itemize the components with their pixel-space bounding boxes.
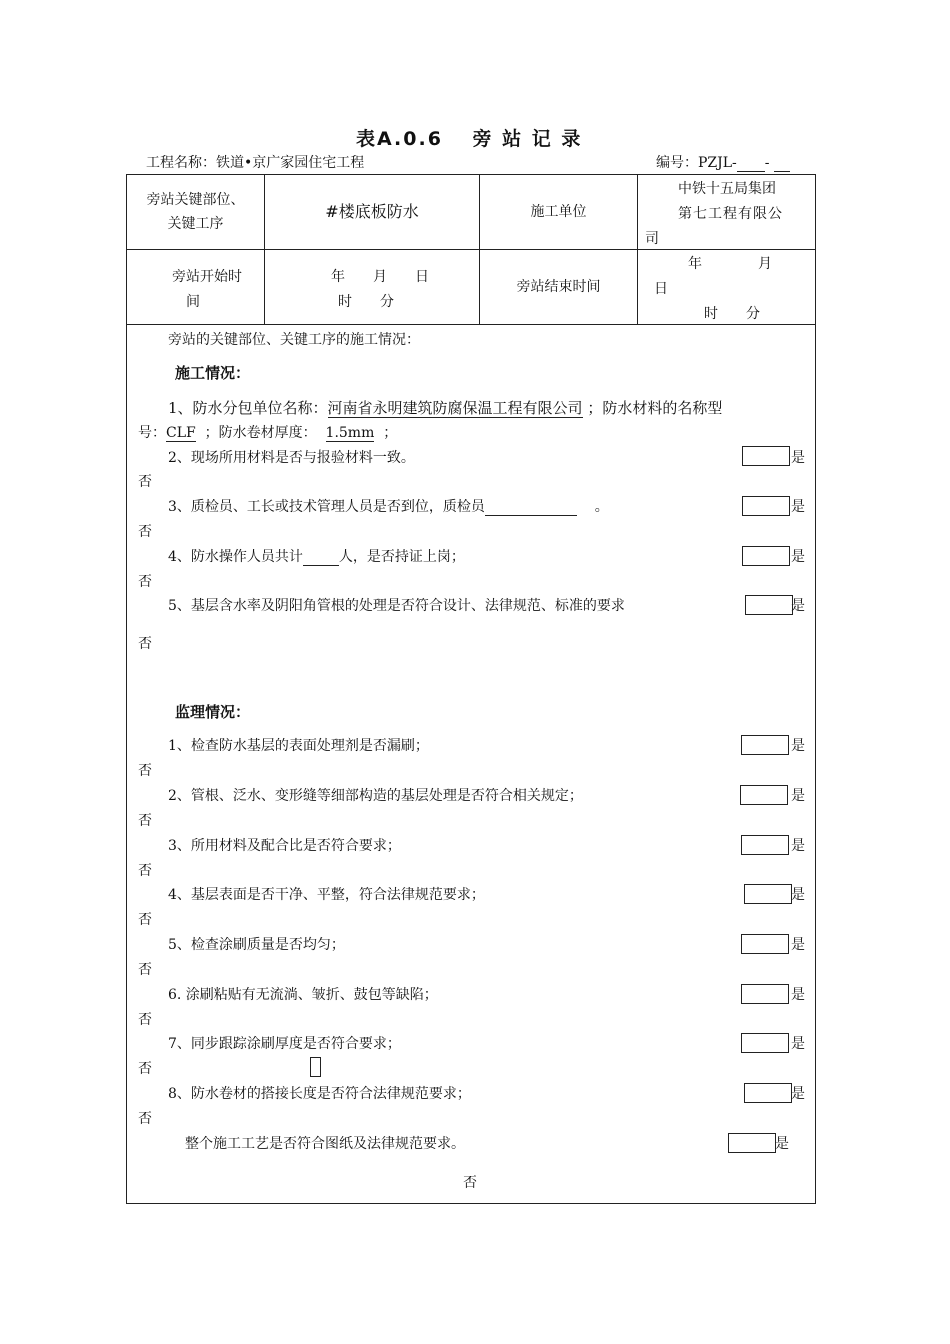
yes-s2: 是 — [791, 788, 805, 804]
c3-end: 。 — [594, 499, 609, 515]
checkbox-c4[interactable] — [742, 546, 790, 566]
c1-thickness-label: ；防水卷材厚度： — [204, 425, 317, 441]
no-overall: 否 — [463, 1175, 477, 1191]
c1-mid: ；防水材料的名称型 — [587, 399, 723, 417]
no-s2: 否 — [138, 813, 152, 829]
intro-text: 旁站的关键部位、关键工序的施工情况： — [168, 332, 420, 348]
yes-s7: 是 — [791, 1036, 805, 1052]
no-c4: 否 — [138, 574, 152, 590]
key-part-label-line1: 旁站关键部位、 — [146, 192, 245, 208]
end-time-field[interactable]: 时 分 — [704, 306, 760, 322]
number-sep: - — [764, 155, 770, 171]
key-part-label — [127, 175, 264, 249]
start-time-label-line1: 旁站开始时 — [172, 269, 242, 285]
end-time-label-text: 旁站结束时间 — [516, 279, 601, 295]
unit-value-line3: 司 — [645, 231, 659, 247]
supervision-item-6: 6. 涂刷粘贴有无流淌、皱折、鼓包等缺陷； — [168, 987, 438, 1003]
yes-c5: 是 — [791, 598, 805, 614]
project-label: 工程名称： — [146, 155, 216, 171]
construction-item-1-line2 — [138, 422, 397, 442]
no-c5: 否 — [138, 636, 152, 652]
number-blank-1[interactable] — [737, 155, 765, 172]
checkbox-s4[interactable] — [744, 884, 792, 904]
yes-s6: 是 — [791, 987, 805, 1003]
number-label: 编号：PZJL- — [656, 155, 737, 171]
no-s8: 否 — [138, 1111, 152, 1127]
supervision-item-3: 3、所用材料及配合比是否符合要求； — [168, 838, 401, 854]
material-model[interactable]: CLF — [166, 425, 196, 441]
c4-prefix: 4、防水操作人员共计 — [168, 549, 303, 565]
yes-s8: 是 — [791, 1086, 805, 1102]
no-s3: 否 — [138, 863, 152, 879]
supervision-heading: 监理情况： — [175, 703, 251, 721]
membrane-thickness[interactable]: 1.5mm — [325, 425, 375, 441]
no-c3: 否 — [138, 524, 152, 540]
checkbox-overall[interactable] — [728, 1133, 776, 1153]
unit-label — [480, 175, 637, 249]
construction-item-1 — [168, 397, 722, 418]
unit-label-text: 施工单位 — [530, 204, 587, 220]
row-divider-2 — [126, 324, 816, 325]
c4-end: 人，是否持证上岗； — [338, 549, 465, 565]
end-year-month-field[interactable]: 年 月 — [688, 256, 772, 272]
no-s5: 否 — [138, 962, 152, 978]
key-part-value — [265, 175, 479, 249]
project-name-line — [146, 152, 364, 172]
yes-overall: 是 — [775, 1136, 789, 1152]
end-day-field[interactable]: 日 — [654, 281, 668, 297]
unit-value-line1: 中铁十五局集团 — [678, 181, 776, 197]
yes-c2: 是 — [791, 450, 805, 466]
checkbox-c2[interactable] — [742, 446, 790, 466]
yes-s1: 是 — [791, 738, 805, 754]
checkbox-s2[interactable] — [740, 785, 788, 805]
row-divider-1 — [126, 249, 816, 250]
yes-s3: 是 — [791, 838, 805, 854]
checkbox-c5[interactable] — [745, 595, 793, 615]
construction-item-4 — [168, 546, 465, 566]
supervision-item-5: 5、检查涂刷质量是否均匀； — [168, 937, 345, 953]
unit-value-line2: 第七工程有限公 — [678, 206, 783, 222]
checkbox-s7[interactable] — [741, 1033, 789, 1053]
supervision-item-1: 1、检查防水基层的表面处理剂是否漏刷； — [168, 738, 429, 754]
stray-checkbox[interactable] — [310, 1057, 321, 1077]
start-time-field[interactable]: 时 分 — [338, 294, 394, 310]
inspector-name-field[interactable] — [485, 499, 577, 516]
worker-count-field[interactable] — [303, 549, 339, 566]
yes-s4: 是 — [791, 887, 805, 903]
c1-end: ； — [383, 425, 398, 441]
supervision-item-4: 4、基层表面是否干净、平整，符合法律规范要求； — [168, 887, 485, 903]
checkbox-s3[interactable] — [741, 835, 789, 855]
col-divider-3 — [637, 174, 638, 324]
start-date-field[interactable]: 年 月 日 — [331, 269, 429, 285]
checkbox-s5[interactable] — [741, 934, 789, 954]
subcontractor-name[interactable]: 河南省永明建筑防腐保温工程有限公司 — [327, 399, 583, 417]
number-blank-2[interactable] — [774, 155, 790, 172]
yes-c3: 是 — [791, 499, 805, 515]
checkbox-s6[interactable] — [741, 984, 789, 1004]
no-c2: 否 — [138, 474, 152, 490]
yes-c4: 是 — [791, 549, 805, 565]
start-time-label-line2: 间 — [186, 294, 200, 310]
checkbox-s8[interactable] — [744, 1083, 792, 1103]
no-s6: 否 — [138, 1012, 152, 1028]
supervision-item-7: 7、同步跟踪涂刷厚度是否符合要求； — [168, 1036, 401, 1052]
key-part-value-text: #楼底板防水 — [325, 202, 419, 221]
project-name: 铁道•京广家园住宅工程 — [216, 155, 365, 171]
checkbox-c3[interactable] — [742, 496, 790, 516]
c3-prefix: 3、质检员、工长或技术管理人员是否到位，质检员 — [168, 499, 485, 515]
construction-item-3 — [168, 496, 609, 516]
overall-item: 整个施工工艺是否符合图纸及法律规范要求。 — [185, 1136, 465, 1152]
supervision-item-8: 8、防水卷材的搭接长度是否符合法律规范要求； — [168, 1086, 471, 1102]
record-number — [656, 152, 790, 172]
yes-s5: 是 — [791, 937, 805, 953]
no-s4: 否 — [138, 912, 152, 928]
end-time-label — [480, 250, 637, 324]
c1-line2-prefix: 号： — [138, 425, 166, 441]
construction-item-5: 5、基层含水率及阴阳角管根的处理是否符合设计、法律规范、标准的要求 — [168, 598, 625, 614]
c1-prefix: 1、防水分包单位名称： — [168, 399, 328, 417]
key-part-label-line2: 关键工序 — [167, 216, 224, 232]
supervision-item-2: 2、管根、泛水、变形缝等细部构造的基层处理是否符合相关规定； — [168, 788, 583, 804]
checkbox-s1[interactable] — [741, 735, 789, 755]
no-s1: 否 — [138, 763, 152, 779]
construction-item-2: 2、现场所用材料是否与报验材料一致。 — [168, 450, 415, 466]
page-title: 表A.0.6 旁 站 记 录 — [356, 128, 583, 150]
no-s7: 否 — [138, 1061, 152, 1077]
construction-heading: 施工情况： — [175, 364, 251, 382]
